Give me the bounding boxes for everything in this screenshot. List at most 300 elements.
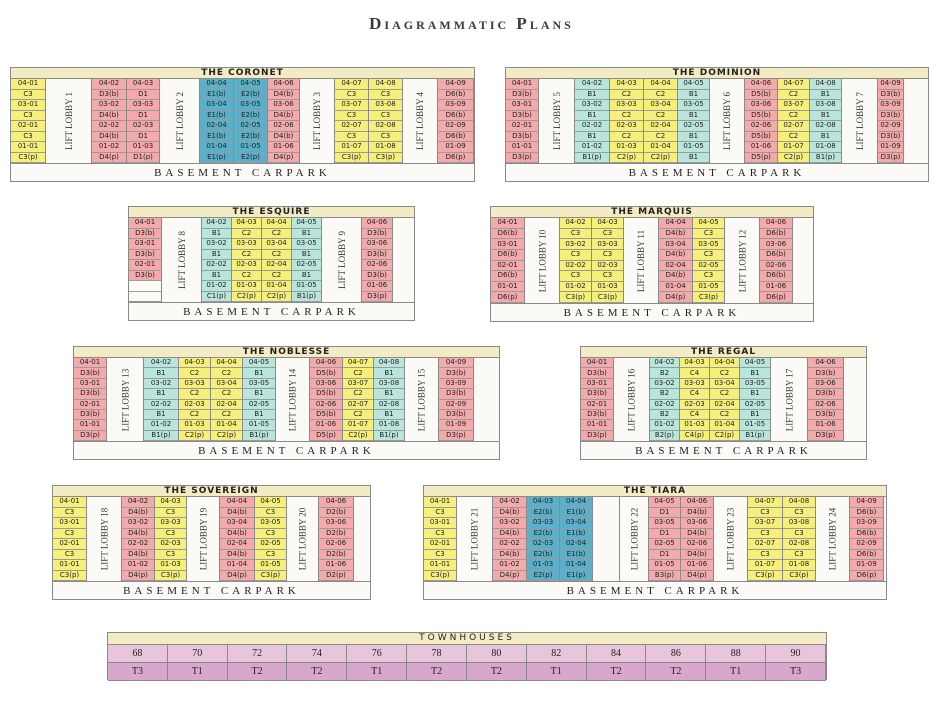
unit-stack (506, 79, 539, 163)
unit-number: 01-01 (424, 560, 456, 571)
unit-number: 04-06 (319, 497, 353, 508)
unit-stack (438, 79, 474, 163)
unit-number: 04-03 (680, 358, 709, 368)
unit-number: 04-03 (179, 358, 210, 368)
unit-number: 04-03 (232, 218, 261, 229)
lift-lobby (87, 497, 122, 581)
unit-number: 03-08 (374, 379, 404, 389)
lift-lobby-label: LIFT LOBBY 21 (469, 507, 480, 571)
unit-type: C3 (693, 229, 724, 240)
unit-type: D3(b) (92, 90, 126, 101)
unit-type: B1(p) (144, 431, 178, 441)
unit-type: D3(p) (74, 431, 106, 441)
unit-type: D4(b) (268, 90, 299, 101)
unit-number: 03-06 (808, 379, 843, 389)
unit-number: 03-06 (268, 100, 299, 111)
unit-number: 04-09 (878, 79, 903, 90)
unit-number: 02-06 (760, 261, 792, 272)
unit-stack (424, 497, 457, 581)
lift-lobby (457, 497, 493, 581)
unit-type: C2 (610, 132, 643, 143)
unit-number: 04-06 (310, 358, 342, 368)
unit-type: D5(b) (745, 132, 777, 143)
unit-type: C3 (255, 529, 286, 540)
unit-stack (644, 79, 678, 163)
lift-lobby (107, 358, 144, 441)
unit-number: 04-05 (740, 358, 770, 368)
unit-stack (592, 218, 624, 303)
unit-number: 04-03 (155, 497, 186, 508)
unit-stack (745, 79, 778, 163)
unit-number: 03-01 (129, 239, 161, 250)
lift-lobby-label: LIFT LOBBY 17 (784, 368, 795, 431)
unit-type: D6(b) (438, 132, 473, 143)
unit-type: C2 (710, 389, 739, 399)
unit-number: 01-01 (491, 282, 524, 293)
townhouse-type: T2 (228, 663, 288, 680)
unit-type: B1 (678, 132, 709, 143)
townhouse-type: T2 (287, 663, 347, 680)
unit-stack (92, 79, 127, 163)
unit-number: 02-08 (374, 400, 404, 410)
block-name: THE SOVEREIGN (53, 486, 370, 497)
unit-type: B1 (740, 368, 770, 378)
unit-number: 02-07 (748, 539, 782, 550)
townhouse-type: T2 (646, 663, 706, 680)
unit-stack (693, 218, 725, 303)
unit-type: C3(p) (255, 571, 286, 582)
townhouse-number: 74 (287, 645, 347, 662)
unit-type: C3 (335, 132, 368, 143)
empty-column (593, 497, 620, 581)
unit-type: C3(p) (693, 292, 724, 303)
block-name: THE MARQUIS (491, 207, 813, 218)
unit-type: B1 (575, 111, 609, 122)
unit-number: 03-05 (740, 379, 770, 389)
unit-type: C2 (179, 368, 210, 378)
unit-number: 01-06 (760, 282, 792, 293)
unit-type: C4 (680, 368, 709, 378)
unit-number: 01-01 (11, 142, 45, 153)
unit-type: D3(p) (581, 431, 613, 441)
unit-number: 02-06 (362, 260, 392, 271)
lift-lobby (714, 497, 748, 581)
unit-type: B1 (810, 111, 841, 122)
unit-number: 04-04 (710, 358, 739, 368)
unit-type: D1(p) (127, 153, 159, 164)
unit-number: 03-08 (810, 100, 841, 111)
unit-type: D1 (649, 508, 680, 519)
unit-type: C3 (369, 90, 402, 101)
unit-type: C3(p) (155, 571, 186, 582)
unit-number: 03-08 (369, 100, 402, 111)
townhouse-number: 84 (587, 645, 647, 662)
unit-type: C3 (783, 529, 815, 540)
unit-type: C2 (778, 90, 809, 101)
unit-type: C2(p) (232, 292, 261, 303)
unit-number: 01-04 (211, 420, 242, 430)
unit-number: 02-02 (202, 260, 231, 271)
townhouses-block (107, 632, 827, 680)
unit-type: D3(b) (439, 368, 473, 378)
unit-number: 04-08 (369, 79, 402, 90)
unit-type: D3(b) (362, 250, 392, 261)
unit-type: C3 (335, 90, 368, 101)
unit-type: E2(p) (527, 571, 559, 582)
unit-number: 03-05 (693, 239, 724, 250)
unit-stack (650, 358, 680, 441)
unit-stack (53, 497, 87, 581)
lift-lobby (539, 79, 575, 163)
unit-number: 02-08 (810, 121, 841, 132)
unit-number: 01-05 (740, 420, 770, 430)
unit-number: 04-02 (92, 79, 126, 90)
unit-number: 03-04 (262, 239, 291, 250)
townhouse-type: T2 (587, 663, 647, 680)
lift-lobby (710, 79, 745, 163)
unit-number: 01-03 (610, 142, 643, 153)
townhouse-number: 76 (347, 645, 407, 662)
unit-number: 03-01 (581, 379, 613, 389)
unit-number: 02-02 (560, 261, 591, 272)
unit-type: D4(p) (220, 571, 254, 582)
unit-number: 04-02 (202, 218, 231, 229)
lift-lobby-label: LIFT LOBBY 19 (198, 507, 209, 571)
unit-type: D4(p) (659, 292, 692, 303)
unit-type: C4 (680, 389, 709, 399)
unit-number: 02-04 (710, 400, 739, 410)
unit-type: D3(b) (506, 111, 538, 122)
unit-type: C2 (644, 132, 677, 143)
unit-type: C3 (11, 90, 45, 101)
unit-type: D6(b) (438, 111, 473, 122)
unit-number: 01-03 (127, 142, 159, 153)
unit-type: E1(b) (200, 111, 233, 122)
unit-number: 03-04 (220, 518, 254, 529)
unit-number: 04-02 (575, 79, 609, 90)
unit-type: E1(p) (200, 153, 233, 164)
basement-carpark-label: BASEMENT CARPARK (424, 581, 886, 599)
unit-type: C2(p) (211, 431, 242, 441)
unit-type: C2 (262, 271, 291, 282)
unit-number: 04-05 (255, 497, 286, 508)
unit-type: E2(b) (234, 90, 267, 101)
unit-number: 01-04 (710, 420, 739, 430)
unit-number: 04-05 (234, 79, 267, 90)
unit-type: C3 (335, 111, 368, 122)
unit-stack (710, 358, 740, 441)
unit-type: D6(b) (491, 229, 524, 240)
lift-lobby-label: LIFT LOBBY 4 (415, 91, 426, 151)
unit-type: D4(p) (681, 571, 713, 582)
lift-lobby-label: LIFT LOBBY 14 (287, 368, 298, 431)
unit-type: D4(p) (268, 153, 299, 164)
unit-type: E2(b) (527, 550, 559, 561)
unit-number: 03-04 (200, 100, 233, 111)
unit-stack (810, 79, 842, 163)
unit-number: 04-02 (493, 497, 526, 508)
unit-number: 01-05 (234, 142, 267, 153)
unit-type: C3(p) (53, 571, 86, 582)
unit-type: D4(b) (659, 229, 692, 240)
unit-type: D3(p) (808, 431, 843, 441)
unit-number: 03-04 (211, 379, 242, 389)
lift-lobby-label: LIFT LOBBY 20 (297, 507, 308, 571)
unit-type: D3(b) (362, 271, 392, 282)
unit-number: 02-04 (200, 121, 233, 132)
unit-number: 03-03 (232, 239, 261, 250)
unit-number: 04-08 (810, 79, 841, 90)
unit-type: D4(b) (92, 111, 126, 122)
unit-number: 04-08 (783, 497, 815, 508)
lift-lobby (525, 218, 560, 303)
unit-number: 03-01 (491, 239, 524, 250)
unit-number: 04-05 (649, 497, 680, 508)
unit-type: E1(b) (200, 90, 233, 101)
unit-type: D3(b) (581, 368, 613, 378)
unit-number: 03-01 (53, 518, 86, 529)
unit-number: 04-06 (808, 358, 843, 368)
unit-stack (335, 79, 369, 163)
lift-lobby-label: LIFT LOBBY 9 (336, 230, 347, 290)
unit-number: 01-02 (202, 281, 231, 292)
unit-number: 03-07 (748, 518, 782, 529)
unit-type: D4(b) (122, 529, 154, 540)
unit-stack (740, 358, 771, 441)
lift-lobby (287, 497, 319, 581)
unit-type: C3(p) (424, 571, 456, 582)
unit-type: E1(b) (560, 529, 592, 540)
unit-type: D3(p) (506, 153, 538, 164)
unit-number: 01-07 (778, 142, 809, 153)
unit-number: 02-04 (262, 260, 291, 271)
unit-type: D3(b) (808, 389, 843, 399)
unit-number: 03-02 (92, 100, 126, 111)
unit-number: 04-04 (644, 79, 677, 90)
unit-type: D3(b) (74, 389, 106, 399)
unit-number: 02-01 (491, 261, 524, 272)
unit-stack (575, 79, 610, 163)
unit-stack (155, 497, 187, 581)
basement-carpark-label: BASEMENT CARPARK (506, 163, 928, 181)
unit-type: C3 (560, 250, 591, 261)
unit-type: C2 (343, 389, 373, 399)
unit-type: D1 (127, 111, 159, 122)
unit-number: 01-03 (592, 282, 623, 293)
unit-number: 04-07 (335, 79, 368, 90)
townhouses-title: TOWNHOUSES (108, 633, 826, 645)
unit-stack (783, 497, 816, 581)
unit-number: 04-05 (693, 218, 724, 229)
unit-number: 04-01 (74, 358, 106, 368)
unit-type: D4(b) (122, 508, 154, 519)
unit-type: C2 (778, 132, 809, 143)
unit-number: 04-02 (144, 358, 178, 368)
unit-number: 02-02 (144, 400, 178, 410)
unit-number: 01-03 (179, 420, 210, 430)
unit-number: 01-01 (506, 142, 538, 153)
lift-lobby (403, 79, 438, 163)
lift-lobby-label: LIFT LOBBY 11 (636, 229, 647, 292)
lift-lobby (162, 218, 202, 302)
unit-type: C2 (262, 250, 291, 261)
unit-number: 02-01 (11, 121, 45, 132)
block-the-marquis (490, 206, 814, 322)
lift-lobby-label: LIFT LOBBY 3 (312, 91, 323, 151)
unit-type: C2 (710, 368, 739, 378)
unit-type: C3 (783, 550, 815, 561)
unit-type: D5(b) (310, 410, 342, 420)
lift-lobby-label: LIFT LOBBY 6 (722, 91, 733, 151)
unit-stack (220, 497, 255, 581)
unit-number: 01-02 (493, 560, 526, 571)
lift-lobby-label: LIFT LOBBY 18 (99, 507, 110, 571)
unit-number: 02-03 (610, 121, 643, 132)
unit-stack (310, 358, 343, 441)
unit-type: D3(p) (439, 431, 473, 441)
unit-number: 03-05 (678, 100, 709, 111)
unit-type: D3(b) (362, 229, 392, 240)
unit-type: D1 (649, 529, 680, 540)
unit-stack (760, 218, 793, 303)
lift-lobby (187, 497, 220, 581)
unit-number: 01-03 (527, 560, 559, 571)
unit-number: 02-02 (92, 121, 126, 132)
townhouse-type: T2 (407, 663, 467, 680)
unit-type: B1 (292, 229, 321, 240)
unit-number: 02-02 (650, 400, 679, 410)
unit-number: 02-01 (506, 121, 538, 132)
unit-number: 03-04 (644, 100, 677, 111)
unit-type: D4(b) (659, 271, 692, 282)
unit-number: 01-06 (362, 281, 392, 292)
unit-type: D6(b) (438, 90, 473, 101)
unit-type: B1 (374, 368, 404, 378)
unit-number: 04-05 (678, 79, 709, 90)
unit-type: D2(b) (319, 508, 353, 519)
unit-type: C2 (343, 368, 373, 378)
unit-type: D3(b) (808, 368, 843, 378)
unit-number: 01-04 (659, 282, 692, 293)
unit-type: B1 (202, 229, 231, 240)
unit-number: 02-07 (335, 121, 368, 132)
unit-type: D4(b) (493, 529, 526, 540)
unit-type: D3(p) (362, 292, 392, 303)
unit-type: C2 (211, 368, 242, 378)
unit-type: C3 (255, 508, 286, 519)
townhouse-number: 70 (168, 645, 228, 662)
unit-type: C2 (644, 90, 677, 101)
unit-type: B2(p) (650, 431, 679, 441)
unit-stack (268, 79, 300, 163)
unit-number: 01-09 (850, 560, 883, 571)
unit-type: D3(b) (506, 90, 538, 101)
unit-type: C3 (748, 508, 782, 519)
unit-number: 01-02 (122, 560, 154, 571)
block-the-sovereign (52, 485, 371, 600)
lift-lobby (725, 218, 760, 303)
unit-type: D4(b) (493, 550, 526, 561)
unit-number: 01-06 (808, 420, 843, 430)
unit-stack (179, 358, 211, 441)
unit-type: C2 (232, 229, 261, 240)
unit-type: D3(b) (439, 389, 473, 399)
unit-type: D3(b) (129, 271, 161, 282)
unit-type: E2(p) (234, 153, 267, 164)
unit-number: 02-03 (527, 539, 559, 550)
unit-type: D6(p) (760, 292, 792, 303)
lift-lobby (620, 497, 649, 581)
unit-type: B3(p) (649, 571, 680, 582)
unit-number: 04-03 (592, 218, 623, 229)
unit-number: 01-04 (200, 142, 233, 153)
unit-type: C3 (11, 111, 45, 122)
unit-number: 04-09 (438, 79, 473, 90)
unit-number: 04-06 (362, 218, 392, 229)
unit-stack (292, 218, 322, 302)
unit-stack (343, 358, 374, 441)
unit-number: 01-07 (748, 560, 782, 571)
unit-type: C2(p) (778, 153, 809, 164)
unit-number: 01-05 (255, 560, 286, 571)
unit-type: B1 (678, 153, 709, 164)
unit-type: B2 (650, 368, 679, 378)
unit-number: 01-04 (644, 142, 677, 153)
unit-type: C2 (211, 389, 242, 399)
unit-type: D4(b) (268, 111, 299, 122)
unit-type: B1 (575, 90, 609, 101)
unit-number: 04-04 (211, 358, 242, 368)
unit-stack (850, 497, 884, 581)
unit-stack (202, 218, 232, 302)
lift-lobby-label: LIFT LOBBY 10 (537, 229, 548, 292)
lift-lobby-label: LIFT LOBBY 5 (551, 91, 562, 151)
unit-stack (11, 79, 46, 163)
unit-number: 01-03 (232, 281, 261, 292)
townhouse-numbers-row (108, 645, 826, 663)
unit-type: C3(p) (560, 292, 591, 303)
unit-number: 03-09 (878, 100, 903, 111)
unit-stack (127, 79, 160, 163)
unit-type: D3(b) (581, 389, 613, 399)
unit-number: 04-01 (424, 497, 456, 508)
unit-type: B1 (144, 410, 178, 420)
unit-number: 03-07 (343, 379, 373, 389)
lift-lobby-label: LIFT LOBBY 1 (63, 91, 74, 151)
unit-number: 01-05 (678, 142, 709, 153)
unit-stack (610, 79, 644, 163)
unit-number: 02-09 (438, 121, 473, 132)
unit-number: 03-02 (202, 239, 231, 250)
unit-type: B1 (144, 368, 178, 378)
unit-type: C3 (53, 550, 86, 561)
unit-number: 02-05 (740, 400, 770, 410)
unit-type: C3 (155, 529, 186, 540)
unit-number: 02-07 (778, 121, 809, 132)
unit-number: 04-01 (506, 79, 538, 90)
unit-number: 02-06 (808, 400, 843, 410)
unit-type: C4 (680, 410, 709, 420)
unit-type: D3(b) (439, 410, 473, 420)
lift-lobby (46, 79, 92, 163)
townhouse-types-row (108, 663, 826, 681)
unit-number: 02-06 (745, 121, 777, 132)
unit-type: D4(b) (681, 529, 713, 540)
unit-type: B1(p) (740, 431, 770, 441)
unit-number: 01-02 (92, 142, 126, 153)
unit-number: 01-04 (560, 560, 592, 571)
unit-type: E1(p) (560, 571, 592, 582)
